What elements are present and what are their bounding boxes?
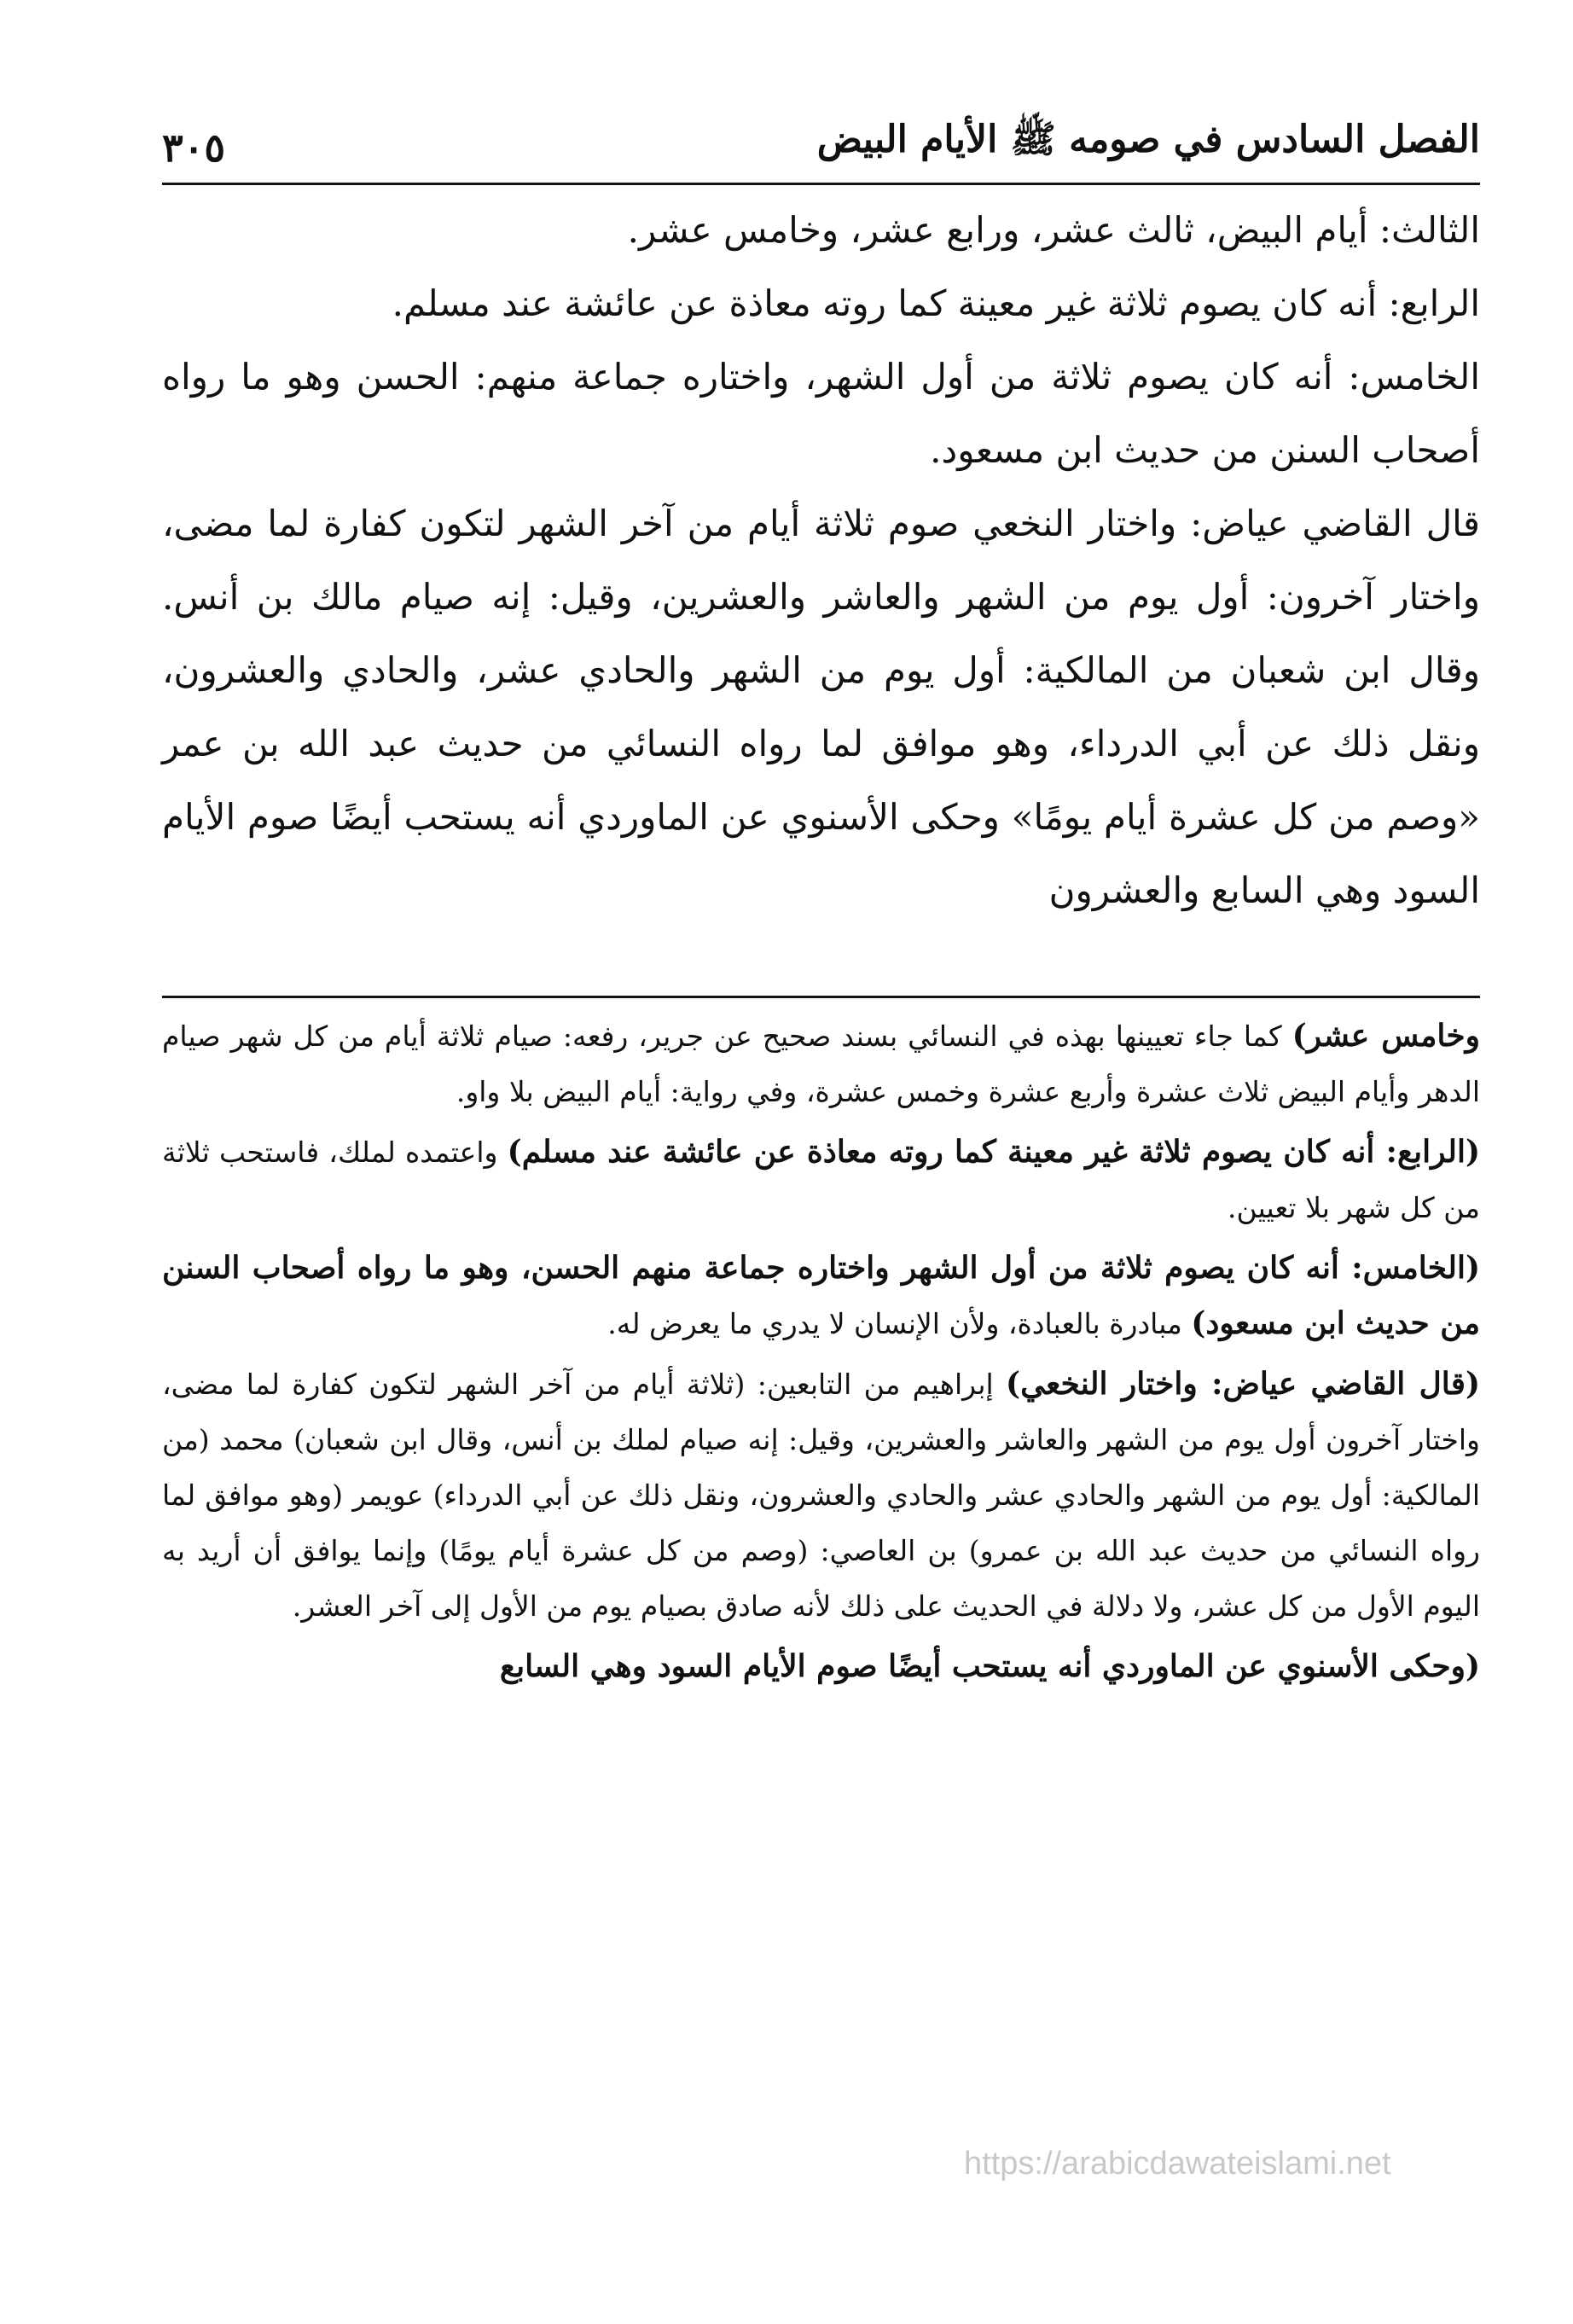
running-header (162, 94, 1480, 171)
footnote-text: مبادرة بالعبادة، ولأن الإنسان لا يدري ما يعرض له. (607, 1307, 1192, 1340)
footnote-text: إبراهيم من التابعين: (ثلاثة أيام من آخر الشهر لتكون كفارة لما مضى، واختار آخرون أول يوم من الشهر والعاشر والعشرين، وقيل: إنه صيام لملك بن أنس، وقال ابن شعبان) محمد (من المالكية: أول يوم من الشهر والحادي عشر والحادي والعشرون، ونقل ذلك عن أبي الدرداء) عويمر (وهو موافق لما رواه النسائي من حديث عبد الله بن عمرو) بن العاصي: (وصم من كل عشرة أيام يومًا) وإنما يوافق أن أريد به اليوم الأول من كل عشر، ولا دلالة في الحديث على ذلك لأنه صادق بصيام يوم من الأول إلى آخر العشر. (162, 1368, 1480, 1623)
footnote-text: واعتمده لملك، فاستحب ثلاثة من كل شهر بلا تعيين. (162, 1136, 1480, 1224)
footnote-divider (162, 996, 1480, 998)
footnote (162, 1357, 1480, 1634)
commentary-footnotes (162, 1008, 1480, 1694)
footnote (162, 1008, 1480, 1119)
footnote (162, 1124, 1480, 1235)
footnote (162, 1240, 1480, 1351)
header-divider (162, 183, 1480, 185)
footnote (162, 1639, 1480, 1694)
footnote-quote: (الخامس: أنه كان يصوم ثلاثة من أول الشهر واختاره جماعة منهم الحسن، وهو ما رواه أصحاب السنن من حديث ابن مسعود) (162, 1250, 1480, 1341)
source-watermark: https://arabicdawateislami.net (964, 2146, 1391, 2182)
paragraph: الثالث: أيام البيض، ثالث عشر، ورابع عشر، وخامس عشر. (627, 209, 1480, 251)
paragraph: قال القاضي عياض: واختار النخعي صوم ثلاثة أيام من آخر الشهر لتكون كفارة لما مضى، واختار آخرون: أول يوم من الشهر والعاشر والعشرين، وقيل: إنه صيام مالك بن أنس. وقال ابن شعبان من المالكية: أول يوم من الشهر والحادي عشر، والحادي والعشرون، ونقل ذلك عن أبي الدرداء، وهو موافق لما رواه النسائي من حديث عبد الله بن عمر «وصم من كل عشرة أيام يومًا» وحكى الأسنوي عن الماوردي أنه يستحب أيضًا صوم الأيام السود وهي السابع والعشرون (162, 503, 1480, 911)
paragraph: الخامس: أنه كان يصوم ثلاثة من أول الشهر، واختاره جماعة منهم: الحسن وهو ما رواه أصحاب السنن من حديث ابن مسعود. (162, 356, 1480, 471)
chapter-title: الفصل السادس في صومه ﷺ الأيام البيض (816, 118, 1480, 161)
main-text (162, 194, 1480, 927)
footnote-quote: (وحكى الأسنوي عن الماوردي أنه يستحب أيضًا صوم الأيام السود وهي السابع (499, 1648, 1480, 1684)
footnote-quote: (الرابع: أنه كان يصوم ثلاثة غير معينة كما روته معاذة عن عائشة عند مسلم) (507, 1134, 1480, 1170)
footnote-quote: وخامس عشر) (1291, 1018, 1480, 1054)
paragraph: الرابع: أنه كان يصوم ثلاثة غير معينة كما روته معاذة عن عائشة عند مسلم. (392, 282, 1480, 324)
footnote-quote: (قال القاضي عياض: واختار النخعي) (1006, 1366, 1481, 1402)
footnote-text: كما جاء تعيينها بهذه في النسائي بسند صحيح عن جرير، رفعه: صيام ثلاثة أيام من كل شهر صيام الدهر وأيام البيض ثلاث عشرة وأربع عشرة وخمس عشرة، وفي رواية: أيام البيض بلا واو. (162, 1020, 1480, 1108)
book-page (162, 94, 1480, 2227)
page-number: ٣٠٥ (162, 125, 226, 171)
